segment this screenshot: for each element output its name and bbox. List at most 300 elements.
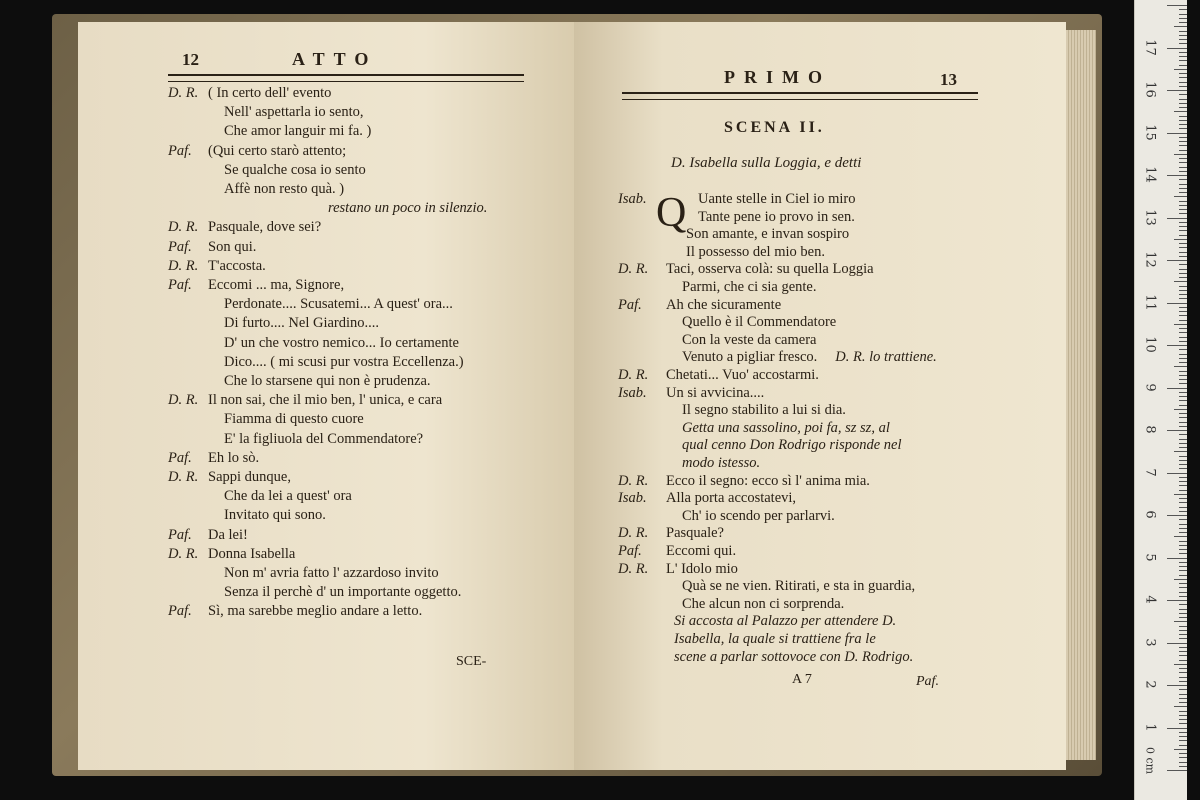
ruler-tick (1179, 99, 1187, 100)
text-line (168, 257, 266, 275)
ruler-tick (1179, 545, 1187, 546)
verse-text: Sappi dunque, (208, 469, 291, 485)
verse-text: Un si avvicina.... (666, 384, 765, 401)
ruler-tick (1179, 179, 1187, 180)
ruler-tick (1179, 719, 1187, 720)
verse-text: Nell' aspettarla io sento, (224, 104, 364, 121)
text-line (682, 278, 816, 296)
text-line (618, 542, 736, 560)
ruler-tick (1179, 332, 1187, 333)
ruler-tick (1179, 532, 1187, 533)
ruler-tick (1179, 22, 1187, 23)
ruler-tick (1179, 349, 1187, 350)
ruler-tick (1179, 86, 1187, 87)
verse-text: Tante pene io provo in sen. (698, 208, 855, 225)
ruler-tick (1179, 511, 1187, 512)
ruler-tick (1167, 303, 1187, 304)
speaker-label: D. R. (618, 560, 649, 577)
ruler-tick (1167, 473, 1187, 474)
ruler-tick (1179, 362, 1187, 363)
ruler-number: 14 (1142, 166, 1158, 183)
text-line (168, 238, 256, 256)
text-line (168, 468, 291, 486)
ruler-tick (1179, 447, 1187, 448)
speaker-label: Paf. (168, 142, 192, 159)
ruler-tick (1179, 256, 1187, 257)
ruler-tick (1179, 723, 1187, 724)
text-line (224, 353, 464, 371)
ruler-tick (1179, 383, 1187, 384)
ruler-tick (1179, 328, 1187, 329)
ruler-tick (1179, 167, 1187, 168)
ruler-tick (1179, 668, 1187, 669)
ruler-tick (1179, 651, 1187, 652)
verse-text: Affè non resto quà. ) (224, 181, 345, 197)
speaker-label: D. R. (618, 367, 649, 383)
verse-text: Quà se ne vien. Ritirati, e sta in guardia, (682, 578, 916, 595)
stage-direction: Getta una sassolino, poi fa, sz sz, al (682, 419, 890, 436)
ruler-tick (1179, 171, 1187, 172)
verse-text: Senza il perchè d' un importante oggetto. (224, 584, 462, 601)
ruler-tick (1179, 120, 1187, 121)
ruler-tick (1179, 128, 1187, 129)
ruler-tick (1179, 689, 1187, 690)
verse-text: Uante stelle in Ciel io miro (698, 191, 856, 207)
ruler-tick (1179, 715, 1187, 716)
running-head: ATTO (292, 49, 378, 69)
ruler-tick (1179, 626, 1187, 627)
ruler-number: 1 (1142, 722, 1158, 732)
ruler-tick (1179, 464, 1187, 465)
ruler-tick (1179, 732, 1187, 733)
ruler-number: 13 (1142, 208, 1158, 226)
ruler-tick (1179, 60, 1187, 61)
text-line (224, 564, 439, 582)
verse-text: Fiamma di questo cuore (224, 411, 364, 428)
ruler-number: 2 (1142, 680, 1158, 689)
ruler-tick (1167, 5, 1187, 6)
measuring-ruler (1134, 0, 1187, 800)
text-line (618, 384, 764, 402)
ruler-tick (1174, 749, 1187, 750)
ruler-tick (1179, 137, 1187, 138)
speaker-label: Isab. (618, 384, 647, 401)
ruler-tick (1179, 315, 1187, 316)
ruler-tick (1174, 409, 1187, 410)
ruler-tick (1179, 485, 1187, 486)
ruler-tick (1179, 311, 1187, 312)
text-line (682, 507, 835, 525)
stage-direction: Isabella, la quale si trattiene fra le (674, 631, 876, 647)
ruler-tick (1174, 239, 1187, 240)
ruler-tick (1179, 634, 1187, 635)
text-line (618, 366, 819, 384)
ruler-tick (1174, 366, 1187, 367)
stage-direction: modo istesso. (682, 455, 761, 471)
verse-text: T'accosta. (208, 257, 266, 274)
ruler-tick (1179, 422, 1187, 423)
speaker-label: D. R. (618, 261, 649, 278)
verse-text: D' un che vostro nemico... Io certamente (224, 334, 459, 351)
ruler-tick (1179, 43, 1187, 44)
text-line (618, 560, 738, 578)
text-line (168, 526, 248, 544)
verse-text: Che amor languir mi fa. ) (224, 123, 372, 140)
speaker-label: D. R. (168, 219, 199, 236)
ruler-tick (1179, 277, 1187, 278)
text-line (224, 295, 453, 313)
text-line (224, 487, 352, 505)
ruler-tick (1179, 392, 1187, 393)
text-line (224, 122, 371, 140)
text-line (618, 260, 874, 278)
ruler-tick (1179, 481, 1187, 482)
ruler-tick (1179, 694, 1187, 695)
ruler-tick (1167, 643, 1187, 644)
ruler-tick (1179, 740, 1187, 741)
text-line (682, 419, 890, 437)
ruler-tick (1179, 94, 1187, 95)
text-line (168, 84, 331, 102)
speaker-label: D. R. (168, 469, 199, 485)
ruler-tick (1179, 439, 1187, 440)
ruler-tick (1179, 52, 1187, 53)
ruler-tick (1179, 655, 1187, 656)
ruler-tick (1179, 524, 1187, 525)
ruler-tick (1179, 9, 1187, 10)
verse-text: (Qui certo starò attento; (208, 142, 347, 159)
ruler-number: 12 (1142, 251, 1158, 268)
signature-mark: A 7 (792, 672, 812, 687)
ruler-number: 4 (1142, 595, 1158, 604)
verse-text: Dico.... ( mi scusi pur vostra Eccellenza.) (224, 353, 464, 370)
ruler-tick (1179, 141, 1187, 142)
text-line (168, 276, 344, 294)
ruler-tick (1179, 358, 1187, 359)
text-line (224, 334, 459, 352)
speaker-label: Paf. (168, 449, 192, 466)
ruler-tick (1174, 154, 1187, 155)
ruler-tick (1174, 281, 1187, 282)
ruler-tick (1179, 230, 1187, 231)
ruler-tick (1179, 201, 1187, 202)
ruler-tick (1179, 226, 1187, 227)
text-line (682, 401, 846, 419)
ruler-tick (1179, 294, 1187, 295)
verse-text: Pasquale, dove sei? (208, 219, 322, 236)
verse-text: Quello è il Commendatore (682, 314, 837, 331)
text-line (224, 506, 326, 524)
verse-text: Eccomi ... ma, Signore, (208, 277, 345, 293)
text-line (682, 313, 836, 331)
verse-text: Con la veste da camera (682, 331, 817, 348)
ruler-tick (1179, 379, 1187, 380)
ruler-tick (1179, 209, 1187, 210)
ruler-tick (1179, 65, 1187, 66)
ruler-tick (1179, 549, 1187, 550)
ruler-tick (1179, 672, 1187, 673)
ruler-tick (1179, 39, 1187, 40)
catchword: Paf. (916, 674, 939, 689)
text-line (686, 225, 849, 243)
ruler-tick (1179, 252, 1187, 253)
ruler-tick (1179, 702, 1187, 703)
verse-text: Il non sai, che il mio ben, l' unica, e cara (208, 392, 443, 409)
ruler-tick (1174, 451, 1187, 452)
stage-direction: qual cenno Don Rodrigo risponde nel (682, 437, 902, 454)
text-line (168, 391, 442, 409)
speaker-label: Isab. (618, 191, 647, 207)
ruler-number: 15 (1142, 123, 1158, 141)
ruler-tick (1167, 770, 1187, 771)
text-line (674, 612, 896, 630)
verse-text: Parmi, che ci sia gente. (682, 279, 817, 295)
verse-text: Il segno stabilito a lui si dia. (682, 402, 846, 419)
ruler-tick (1179, 150, 1187, 151)
verse-text: ( In certo dell' evento (208, 85, 332, 101)
text-line (618, 524, 724, 542)
ruler-number: 7 (1142, 467, 1158, 477)
ruler-tick (1179, 354, 1187, 355)
ruler-tick (1179, 596, 1187, 597)
verse-text: Eccomi qui. (666, 543, 737, 559)
ruler-tick (1179, 519, 1187, 520)
text-line (224, 372, 431, 390)
ruler-tick (1179, 460, 1187, 461)
verse-text: Sì, ma sarebbe meglio andare a letto. (208, 603, 423, 620)
text-line (674, 648, 913, 666)
ruler-tick (1174, 69, 1187, 70)
ruler-tick (1179, 566, 1187, 567)
ruler-tick (1179, 677, 1187, 678)
ruler-tick (1179, 192, 1187, 193)
verse-text: L' Idolo mio (666, 560, 738, 577)
ruler-tick (1179, 290, 1187, 291)
page-edges (1066, 30, 1096, 760)
ruler-tick (1167, 260, 1187, 261)
verse-text: Che lo starsene qui non è prudenza. (224, 373, 431, 389)
ruler-tick (1179, 400, 1187, 401)
ruler-tick (1179, 184, 1187, 185)
verse-text: Son amante, e invan sospiro (686, 226, 850, 243)
ruler-tick (1179, 766, 1187, 767)
ruler-tick (1179, 562, 1187, 563)
ruler-tick (1167, 175, 1187, 176)
text-line (224, 103, 364, 121)
stage-direction: restano un poco in silenzio. (328, 200, 488, 217)
ruler-tick (1179, 371, 1187, 372)
ruler-tick (1179, 14, 1187, 15)
text-line (224, 180, 344, 198)
text-line (168, 218, 321, 236)
ruler-tick (1179, 396, 1187, 397)
ruler-tick (1174, 111, 1187, 112)
running-head: PRIMO (724, 67, 831, 87)
text-line (224, 430, 423, 448)
verse-text: Pasquale? (666, 525, 724, 542)
ruler-tick (1179, 745, 1187, 746)
speaker-label: D. R. (168, 257, 199, 274)
ruler-tick (1179, 502, 1187, 503)
speaker-label: Isab. (618, 490, 647, 507)
ruler-tick (1179, 490, 1187, 491)
header-rule (168, 74, 524, 82)
ruler-tick (1179, 264, 1187, 265)
ruler-tick (1167, 515, 1187, 516)
verse-text: Ch' io scendo per parlarvi. (682, 507, 835, 524)
text-line (682, 436, 902, 454)
verse-text: Eh lo sò. (208, 449, 260, 466)
ruler-tick (1167, 685, 1187, 686)
verse-text: Di furto.... Nel Giardino.... (224, 315, 380, 332)
ruler-tick (1179, 375, 1187, 376)
ruler-tick (1174, 196, 1187, 197)
text-line (618, 489, 796, 507)
ruler-tick (1179, 753, 1187, 754)
verse-text: Perdonate.... Scusatemi... A quest' ora... (224, 296, 453, 313)
speaker-label: Paf. (618, 296, 642, 313)
ruler-tick (1179, 456, 1187, 457)
drop-cap: Q (656, 190, 687, 236)
ruler-tick (1179, 413, 1187, 414)
text-line (618, 472, 870, 490)
verse-text: E' la figliuola del Commendatore? (224, 430, 424, 447)
verse-text: Non m' avria fatto l' azzardoso invito (224, 565, 439, 581)
text-line (618, 296, 781, 314)
verse-text: Che alcun non ci sorprenda. (682, 595, 845, 612)
ruler-number: 5 (1142, 552, 1158, 562)
scene-subtitle: D. Isabella sulla Loggia, e detti (671, 155, 862, 171)
ruler-number: 10 (1142, 336, 1158, 353)
page-number: 12 (182, 50, 199, 69)
ruler-tick (1179, 604, 1187, 605)
speaker-label: D. R. (618, 525, 649, 542)
text-line (686, 243, 825, 261)
speaker-label: Paf. (168, 238, 192, 255)
speaker-label: Paf. (168, 526, 192, 543)
ruler-tick (1179, 18, 1187, 19)
verse-text: Alla porta accostatevi, (666, 490, 797, 507)
ruler-tick (1174, 664, 1187, 665)
ruler-tick (1174, 579, 1187, 580)
ruler-unit-label: 0 cm (1143, 746, 1157, 775)
ruler-tick (1174, 26, 1187, 27)
text-line (168, 449, 259, 467)
verse-text: Chetati... Vuo' accostarmi. (666, 367, 819, 383)
verse-text: Taci, osserva colà: su quella Loggia (666, 261, 874, 278)
ruler-tick (1179, 592, 1187, 593)
ruler-tick (1167, 345, 1187, 346)
ruler-tick (1179, 188, 1187, 189)
ruler-tick (1179, 541, 1187, 542)
speaker-label: D. R. (168, 545, 199, 562)
text-line (224, 161, 366, 179)
ruler-tick (1179, 162, 1187, 163)
ruler-tick (1179, 757, 1187, 758)
text-line (682, 595, 844, 613)
ruler-number: 3 (1142, 637, 1158, 647)
ruler-number: 6 (1142, 510, 1158, 519)
verse-text: Il possesso del mio ben. (686, 243, 825, 260)
text-line (224, 410, 364, 428)
ruler-tick (1179, 477, 1187, 478)
stage-direction: scene a parlar sottovoce con D. Rodrigo. (674, 648, 914, 665)
ruler-tick (1167, 600, 1187, 601)
verse-text: Son qui. (208, 238, 257, 255)
verse-text: Donna Isabella (208, 545, 296, 562)
ruler-tick (1174, 494, 1187, 495)
text-line (698, 208, 855, 226)
ruler-tick (1179, 124, 1187, 125)
ruler-tick (1179, 417, 1187, 418)
ruler-tick (1179, 35, 1187, 36)
ruler-tick (1179, 443, 1187, 444)
left-page (78, 22, 574, 770)
ruler-number: 17 (1142, 38, 1158, 56)
ruler-tick (1179, 630, 1187, 631)
speaker-label: Paf. (618, 543, 642, 559)
ruler-tick (1179, 609, 1187, 610)
text-line (168, 545, 295, 563)
ruler-tick (1179, 507, 1187, 508)
ruler-tick (1179, 56, 1187, 57)
ruler-tick (1179, 145, 1187, 146)
ruler-tick (1179, 711, 1187, 712)
ruler-tick (1179, 213, 1187, 214)
ruler-tick (1179, 405, 1187, 406)
ruler-tick (1167, 728, 1187, 729)
ruler-tick (1174, 324, 1187, 325)
ruler-tick (1179, 337, 1187, 338)
ruler-tick (1179, 570, 1187, 571)
ruler-tick (1179, 617, 1187, 618)
ruler-tick (1179, 307, 1187, 308)
ruler-tick (1179, 158, 1187, 159)
verse-text: Venuto a pigliar fresco. (682, 349, 818, 366)
ruler-tick (1179, 583, 1187, 584)
speaker-label: D. R. (618, 472, 649, 489)
ruler-tick (1174, 706, 1187, 707)
ruler-tick (1179, 587, 1187, 588)
text-line (682, 348, 937, 366)
verse-text: Che da lei a quest' ora (224, 488, 352, 505)
ruler-tick (1179, 116, 1187, 117)
verse-text: Se qualche cosa io sento (224, 161, 366, 178)
ruler-tick (1179, 468, 1187, 469)
ruler-tick (1179, 613, 1187, 614)
ruler-tick (1179, 647, 1187, 648)
catchword: SCE- (456, 654, 487, 669)
ruler-number: 8 (1142, 425, 1158, 434)
text-line (682, 331, 816, 349)
ruler-tick (1179, 434, 1187, 435)
ruler-tick (1167, 133, 1187, 134)
scene-title: SCENA II. (724, 119, 825, 136)
ruler-tick (1179, 273, 1187, 274)
ruler-number: 16 (1142, 81, 1158, 98)
verse-text: Ah che sicuramente (666, 296, 782, 313)
ruler-tick (1179, 681, 1187, 682)
ruler-tick (1179, 341, 1187, 342)
ruler-tick (1167, 218, 1187, 219)
text-line (682, 577, 915, 595)
ruler-tick (1179, 698, 1187, 699)
ruler-tick (1179, 286, 1187, 287)
speaker-label: D. R. (168, 392, 199, 409)
ruler-tick (1167, 90, 1187, 91)
ruler-tick (1179, 298, 1187, 299)
text-line (682, 454, 760, 472)
